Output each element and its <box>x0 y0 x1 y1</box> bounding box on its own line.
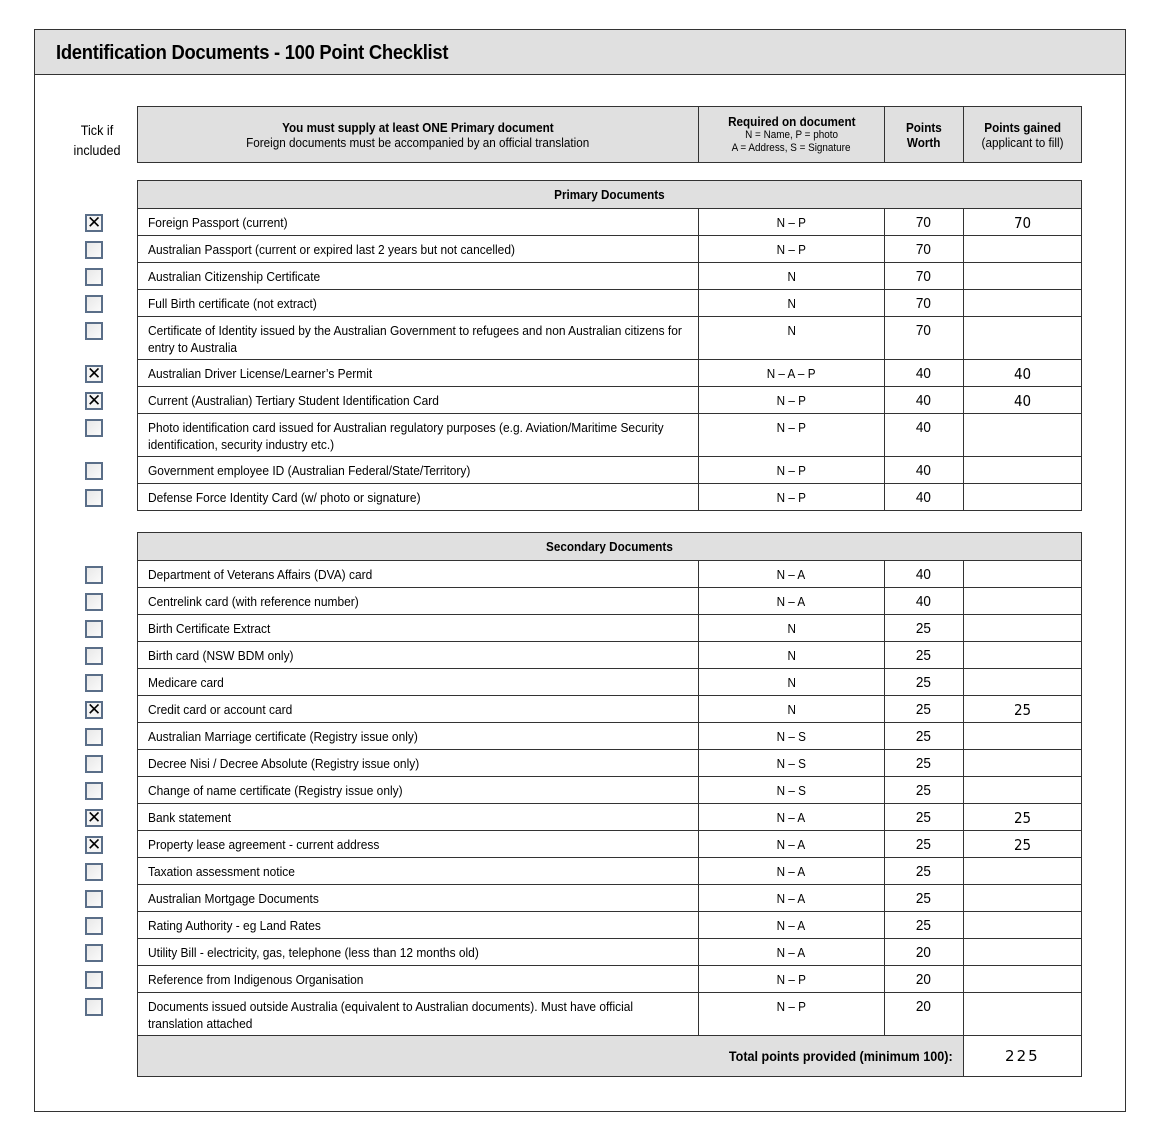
points-worth-cell <box>884 642 963 669</box>
required-fields: N – A <box>777 864 806 879</box>
required-fields-cell <box>699 414 884 457</box>
required-fields-cell <box>699 993 884 1036</box>
required-fields: N <box>787 621 796 636</box>
required-fields: N – S <box>776 783 807 798</box>
tick-checkbox[interactable] <box>85 674 103 692</box>
tick-checkbox[interactable] <box>85 971 103 989</box>
points-gained: 25 <box>1013 701 1031 719</box>
points-worth-cell <box>884 966 963 993</box>
tick-checkbox[interactable] <box>85 782 103 800</box>
document-name: Current (Australian) Tertiary Student Identification Card <box>148 393 439 408</box>
document-name: Centrelink card (with reference number) <box>148 594 359 609</box>
document-name: Australian Driver License/Learner’s Permit <box>148 366 373 381</box>
document-name: Full Birth certificate (not extract) <box>148 296 317 311</box>
document-name-cell <box>138 561 699 588</box>
document-row <box>138 858 1082 885</box>
tick-checkbox[interactable] <box>85 620 103 638</box>
tick-checkbox[interactable] <box>85 268 103 286</box>
points-worth-cell <box>884 457 963 484</box>
points-gained-cell[interactable] <box>963 561 1081 588</box>
tick-checkbox[interactable] <box>85 241 103 259</box>
document-row <box>138 290 1082 317</box>
document-name: Defense Force Identity Card (w/ photo or signature) <box>148 490 421 505</box>
document-name: Change of name certificate (Registry issue only) <box>148 783 403 798</box>
document-row <box>138 457 1082 484</box>
document-name-cell <box>138 236 699 263</box>
header-main-cell <box>138 107 699 163</box>
points-worth-title-1: Points <box>905 119 942 135</box>
points-worth: 40 <box>916 392 932 409</box>
points-worth-cell <box>884 939 963 966</box>
tick-checkbox[interactable] <box>85 917 103 935</box>
document-name: Utility Bill - electricity, gas, telephone (less than 12 months old) <box>148 945 479 960</box>
document-row <box>138 831 1082 858</box>
document-row <box>138 669 1082 696</box>
document-row <box>138 750 1082 777</box>
points-worth: 25 <box>916 890 932 907</box>
document-row <box>138 804 1082 831</box>
document-name: Credit card or account card <box>148 702 293 717</box>
required-fields-cell <box>699 360 884 387</box>
document-name-cell <box>138 317 699 360</box>
document-name: Birth card (NSW BDM only) <box>148 648 294 663</box>
required-fields: N – A <box>777 918 806 933</box>
required-fields: N – A <box>777 594 806 609</box>
points-worth-cell <box>884 484 963 511</box>
document-name-cell <box>138 290 699 317</box>
required-fields: N – A – P <box>766 366 816 381</box>
required-fields-cell <box>699 831 884 858</box>
column-header-table <box>137 106 1082 163</box>
points-gained-cell[interactable] <box>963 236 1081 263</box>
document-name: Australian Citizenship Certificate <box>148 269 321 284</box>
document-row <box>138 236 1082 263</box>
translation-note: Foreign documents must be accompanied by an official translation <box>246 134 590 150</box>
points-gained-cell[interactable] <box>963 669 1081 696</box>
tick-checkbox[interactable] <box>85 392 103 410</box>
required-fields: N – P <box>776 490 806 505</box>
points-worth: 40 <box>916 462 932 479</box>
document-name-cell <box>138 387 699 414</box>
header-points-worth-cell <box>884 107 963 163</box>
primary-documents-table <box>137 180 1082 511</box>
points-worth: 40 <box>916 566 932 583</box>
required-fields-cell <box>699 317 884 360</box>
points-worth-cell <box>884 414 963 457</box>
document-name: Taxation assessment notice <box>148 864 295 879</box>
required-fields-cell <box>699 912 884 939</box>
points-gained-cell[interactable] <box>963 457 1081 484</box>
document-name: Property lease agreement - current address <box>148 837 380 852</box>
required-legend-1: N = Name, P = photo <box>744 129 838 141</box>
document-name: Bank statement <box>148 810 232 825</box>
tick-checkbox[interactable] <box>85 836 103 854</box>
required-on-document-title: Required on document <box>727 114 856 129</box>
required-fields: N – P <box>776 393 806 408</box>
required-fields-cell <box>699 777 884 804</box>
points-gained-cell[interactable] <box>963 360 1081 387</box>
header-required-cell <box>699 107 884 163</box>
points-gained-cell[interactable] <box>963 387 1081 414</box>
points-gained-subtitle: (applicant to fill) <box>981 134 1064 150</box>
primary-section-title: Primary Documents <box>554 187 665 202</box>
required-fields-cell <box>699 750 884 777</box>
points-worth-cell <box>884 669 963 696</box>
tick-label-line-1: Tick if <box>80 122 114 138</box>
required-fields-cell <box>699 696 884 723</box>
tick-checkbox[interactable] <box>85 701 103 719</box>
required-fields-cell <box>699 290 884 317</box>
document-name: Australian Passport (current or expired last 2 years but not cancelled) <box>148 242 515 257</box>
document-row <box>138 317 1082 360</box>
tick-checkbox[interactable] <box>85 295 103 313</box>
points-worth: 40 <box>916 419 932 436</box>
document-row <box>138 414 1082 457</box>
document-row <box>138 615 1082 642</box>
tick-checkbox[interactable] <box>85 809 103 827</box>
points-gained-cell[interactable] <box>963 885 1081 912</box>
checkmark-x-icon: ✕ <box>87 699 102 720</box>
points-worth-cell <box>884 993 963 1036</box>
document-name-cell <box>138 858 699 885</box>
total-row <box>138 1036 1082 1077</box>
tick-checkbox[interactable] <box>85 214 103 232</box>
points-worth-cell <box>884 387 963 414</box>
points-gained-cell[interactable] <box>963 696 1081 723</box>
points-gained-cell[interactable] <box>963 912 1081 939</box>
required-fields-cell <box>699 457 884 484</box>
document-name-cell <box>138 669 699 696</box>
required-fields-cell <box>699 804 884 831</box>
document-row <box>138 209 1082 236</box>
document-name: Birth Certificate Extract <box>148 621 271 636</box>
document-name-cell <box>138 723 699 750</box>
document-row <box>138 387 1082 414</box>
header-points-gained-cell <box>963 107 1081 163</box>
points-gained-cell[interactable] <box>963 939 1081 966</box>
tick-checkbox[interactable] <box>85 462 103 480</box>
points-worth-cell <box>884 723 963 750</box>
document-name: Documents issued outside Australia (equivalent to Australian documents). Must have official translation attached <box>148 999 634 1031</box>
required-fields-cell <box>699 263 884 290</box>
document-row <box>138 885 1082 912</box>
document-name: Medicare card <box>148 675 224 690</box>
tick-checkbox[interactable] <box>85 863 103 881</box>
tick-checkbox[interactable] <box>85 647 103 665</box>
points-worth-cell <box>884 912 963 939</box>
secondary-section-title: Secondary Documents <box>546 539 673 554</box>
document-row <box>138 723 1082 750</box>
points-worth-cell <box>884 885 963 912</box>
points-worth-cell <box>884 588 963 615</box>
document-name: Department of Veterans Affairs (DVA) card <box>148 567 373 582</box>
document-name: Foreign Passport (current) <box>148 215 288 230</box>
tick-checkbox[interactable] <box>85 489 103 507</box>
checkmark-x-icon: ✕ <box>87 363 102 384</box>
tick-checkbox[interactable] <box>85 322 103 340</box>
required-fields: N – P <box>776 242 806 257</box>
points-worth: 70 <box>916 268 932 285</box>
tick-label-line-2: included <box>73 142 121 158</box>
points-worth-cell <box>884 317 963 360</box>
document-row <box>138 966 1082 993</box>
points-worth-cell <box>884 750 963 777</box>
required-fields-cell <box>699 588 884 615</box>
required-fields: N – S <box>776 729 807 744</box>
points-worth: 25 <box>916 620 932 637</box>
points-gained-cell[interactable] <box>963 750 1081 777</box>
document-name-cell <box>138 912 699 939</box>
required-fields: N <box>787 269 796 284</box>
points-worth: 25 <box>916 809 932 826</box>
required-fields: N – S <box>776 756 807 771</box>
points-worth: 25 <box>916 836 932 853</box>
tick-checkbox[interactable] <box>85 728 103 746</box>
title-bar <box>35 30 1125 75</box>
tick-checkbox[interactable] <box>85 755 103 773</box>
points-worth: 40 <box>916 593 932 610</box>
section-title <box>138 533 1082 561</box>
required-fields-cell <box>699 723 884 750</box>
document-name-cell <box>138 360 699 387</box>
points-worth-cell <box>884 209 963 236</box>
required-fields: N <box>787 296 796 311</box>
tick-if-included-label <box>66 120 129 160</box>
points-gained-cell[interactable] <box>963 209 1081 236</box>
document-name: Certificate of Identity issued by the Australian Government to refugees and non Australian citizens for entry to Australia <box>148 323 682 355</box>
required-fields: N – A <box>777 810 806 825</box>
document-name-cell <box>138 696 699 723</box>
points-gained-cell[interactable] <box>963 777 1081 804</box>
points-worth-cell <box>884 561 963 588</box>
tick-checkbox[interactable] <box>85 566 103 584</box>
document-row <box>138 939 1082 966</box>
section-title <box>138 181 1082 209</box>
points-worth: 20 <box>916 971 932 988</box>
tick-checkbox[interactable] <box>85 365 103 383</box>
checkmark-x-icon: ✕ <box>87 834 102 855</box>
points-worth-title-2: Worth <box>906 134 941 150</box>
required-fields: N – A <box>777 891 806 906</box>
tick-checkbox[interactable] <box>85 593 103 611</box>
points-worth: 25 <box>916 647 932 664</box>
points-worth-cell <box>884 290 963 317</box>
points-gained-cell[interactable] <box>963 858 1081 885</box>
points-gained-cell[interactable] <box>963 317 1081 360</box>
points-worth-cell <box>884 263 963 290</box>
document-row <box>138 777 1082 804</box>
points-worth: 25 <box>916 728 932 745</box>
points-gained-cell[interactable] <box>963 588 1081 615</box>
document-row <box>138 696 1082 723</box>
checkmark-x-icon: ✕ <box>87 212 102 233</box>
points-gained-title: Points gained <box>984 119 1061 135</box>
document-name-cell <box>138 263 699 290</box>
required-fields: N <box>787 675 796 690</box>
points-worth: 25 <box>916 674 932 691</box>
required-fields-cell <box>699 615 884 642</box>
points-worth-cell <box>884 831 963 858</box>
points-worth-cell <box>884 777 963 804</box>
document-row <box>138 484 1082 511</box>
document-name: Rating Authority - eg Land Rates <box>148 918 321 933</box>
points-gained: 25 <box>1013 836 1031 854</box>
document-name-cell <box>138 966 699 993</box>
required-fields-cell <box>699 387 884 414</box>
document-name: Australian Marriage certificate (Registry issue only) <box>148 729 418 744</box>
checkmark-x-icon: ✕ <box>87 390 102 411</box>
tick-checkbox[interactable] <box>85 890 103 908</box>
points-gained: 40 <box>1013 365 1031 383</box>
points-gained: 25 <box>1013 809 1031 827</box>
document-name: Reference from Indigenous Organisation <box>148 972 364 987</box>
points-worth: 40 <box>916 365 932 382</box>
points-gained-cell[interactable] <box>963 642 1081 669</box>
points-gained-cell[interactable] <box>963 615 1081 642</box>
required-fields-cell <box>699 939 884 966</box>
document-name-cell <box>138 831 699 858</box>
points-worth: 40 <box>916 489 932 506</box>
points-worth: 25 <box>916 917 932 934</box>
points-gained: 40 <box>1013 392 1031 410</box>
document-row <box>138 642 1082 669</box>
document-name-cell <box>138 457 699 484</box>
required-fields: N – P <box>776 463 806 478</box>
points-gained-cell[interactable] <box>963 484 1081 511</box>
points-worth-cell <box>884 804 963 831</box>
document-name-cell <box>138 484 699 511</box>
points-worth: 25 <box>916 782 932 799</box>
required-fields-cell <box>699 236 884 263</box>
document-name-cell <box>138 885 699 912</box>
tick-checkbox[interactable] <box>85 998 103 1016</box>
required-fields-cell <box>699 885 884 912</box>
points-worth: 20 <box>916 998 932 1015</box>
document-name-cell <box>138 750 699 777</box>
required-fields: N <box>787 323 796 338</box>
points-worth: 70 <box>916 241 932 258</box>
required-fields: N – A <box>777 837 806 852</box>
points-worth: 70 <box>916 322 932 339</box>
required-fields-cell <box>699 484 884 511</box>
required-fields: N – P <box>776 420 806 435</box>
points-worth-cell <box>884 615 963 642</box>
points-worth: 70 <box>916 214 932 231</box>
document-row <box>138 263 1082 290</box>
required-fields: N – P <box>776 972 807 987</box>
secondary-section-header <box>138 533 1082 561</box>
required-fields-cell <box>699 858 884 885</box>
points-gained-cell[interactable] <box>963 993 1081 1036</box>
points-worth: 25 <box>916 863 932 880</box>
points-gained-cell[interactable] <box>963 966 1081 993</box>
points-worth: 70 <box>916 295 932 312</box>
points-gained-cell[interactable] <box>963 831 1081 858</box>
document-name-cell <box>138 642 699 669</box>
points-worth: 25 <box>916 701 932 718</box>
document-row <box>138 912 1082 939</box>
required-fields-cell <box>699 561 884 588</box>
document-name-cell <box>138 804 699 831</box>
document-row <box>138 588 1082 615</box>
page-title: Identification Documents - 100 Point Checklist <box>56 42 449 64</box>
required-fields: N – A <box>777 945 806 960</box>
required-fields-cell <box>699 966 884 993</box>
primary-requirement-note: You must supply at least ONE Primary document <box>282 119 554 135</box>
points-worth-cell <box>884 858 963 885</box>
document-name: Government employee ID (Australian Federal/State/Territory) <box>148 463 471 478</box>
document-name-cell <box>138 588 699 615</box>
total-points-value[interactable]: 225 <box>963 1036 1081 1077</box>
points-gained-cell[interactable] <box>963 290 1081 317</box>
tick-checkbox[interactable] <box>85 419 103 437</box>
required-fields-cell <box>699 669 884 696</box>
required-fields-cell <box>699 209 884 236</box>
required-fields: N – P <box>776 999 807 1014</box>
tick-checkbox[interactable] <box>85 944 103 962</box>
points-worth-cell <box>884 696 963 723</box>
points-worth: 20 <box>916 944 932 961</box>
total-label: Total points provided (minimum 100): <box>728 1048 953 1064</box>
document-row <box>138 561 1082 588</box>
document-name-cell <box>138 414 699 457</box>
points-worth-cell <box>884 236 963 263</box>
primary-section-header <box>138 181 1082 209</box>
points-worth-cell <box>884 360 963 387</box>
required-fields-cell <box>699 642 884 669</box>
document-name-cell <box>138 615 699 642</box>
document-row <box>138 360 1082 387</box>
required-fields: N <box>787 702 796 717</box>
required-fields: N – P <box>776 215 806 230</box>
required-fields: N <box>787 648 796 663</box>
document-row <box>138 993 1082 1036</box>
document-name: Australian Mortgage Documents <box>148 891 319 906</box>
document-name: Decree Nisi / Decree Absolute (Registry issue only) <box>148 756 420 771</box>
points-gained-cell[interactable] <box>963 263 1081 290</box>
document-name-cell <box>138 777 699 804</box>
document-name-cell <box>138 993 699 1036</box>
points-gained: 70 <box>1013 214 1031 232</box>
points-gained-cell[interactable] <box>963 723 1081 750</box>
required-fields: N – A <box>777 567 806 582</box>
required-legend-2: A = Address, S = Signature <box>731 142 851 154</box>
total-label-cell <box>138 1036 964 1077</box>
document-name-cell <box>138 209 699 236</box>
points-worth: 25 <box>916 755 932 772</box>
checkmark-x-icon: ✕ <box>87 807 102 828</box>
points-gained-cell[interactable] <box>963 804 1081 831</box>
document-name: Photo identification card issued for Australian regulatory purposes (e.g. Aviation/Maritime Security identification, security industry etc.) <box>148 420 664 452</box>
document-name-cell <box>138 939 699 966</box>
secondary-documents-table <box>137 532 1082 1077</box>
points-gained-cell[interactable] <box>963 414 1081 457</box>
